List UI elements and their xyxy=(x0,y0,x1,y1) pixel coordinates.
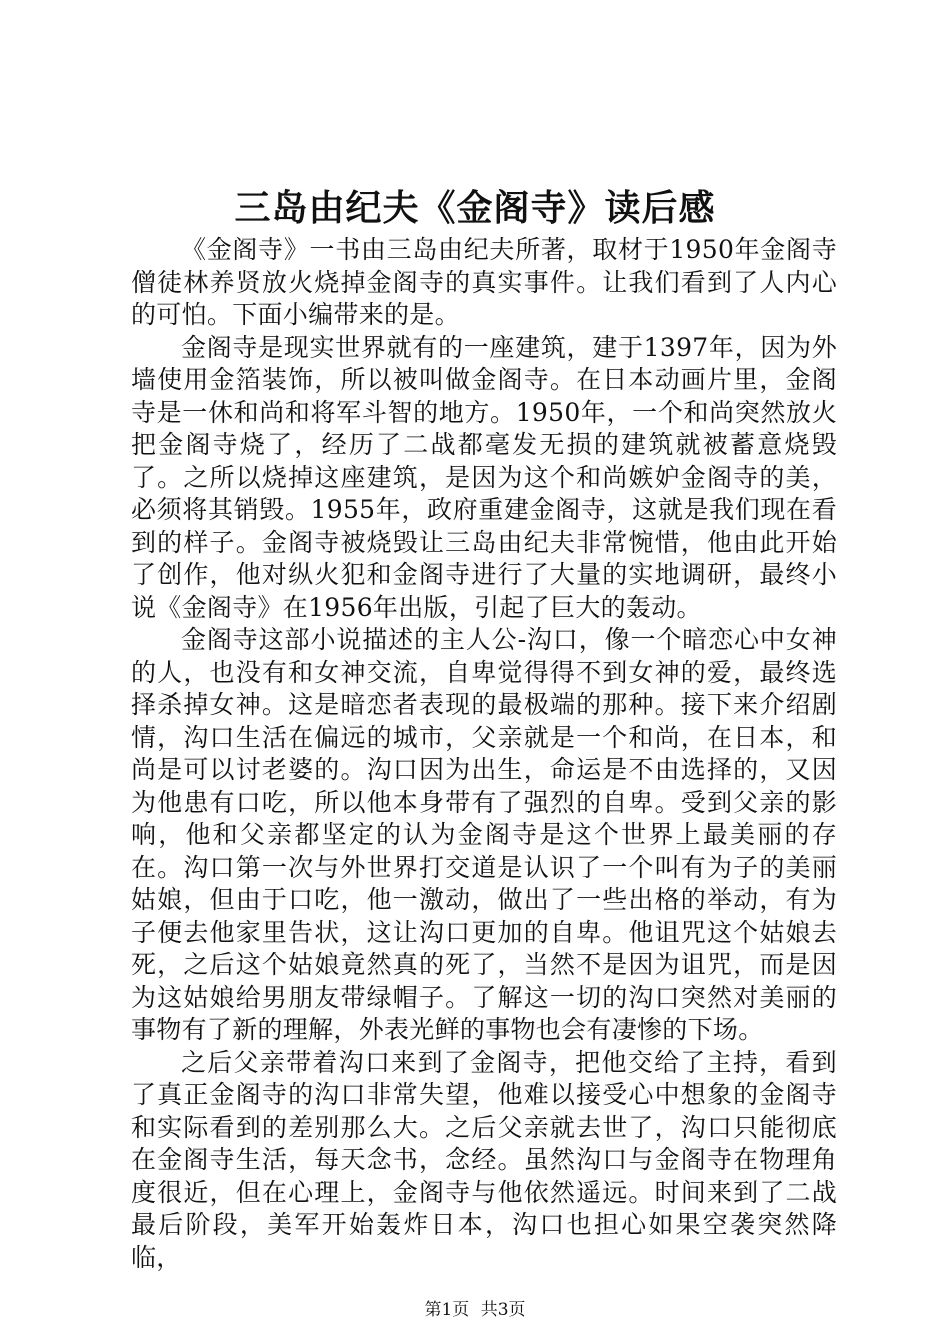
document-body xyxy=(131,234,837,1274)
page-footer xyxy=(0,1298,950,1322)
page-total: 共3页 xyxy=(480,1300,526,1320)
paragraph-2: 金阁寺是现实世界就有的一座建筑，建于1397年，因为外墙使用金箔装饰，所以被叫做金阁寺。在日本动画片里，金阁寺是一休和尚和将军斗智的地方。1950年，一个和尚突然放火把金阁寺烧了，经历了二战都毫发无损的建筑就被蓄意烧毁了。之所以烧掉这座建筑，是因为这个和尚嫉妒金阁寺的美，必须将其销毁。1955年，政府重建金阁寺，这就是我们现在看到的样子。金阁寺被烧毁让三岛由纪夫非常惋惜，他由此开始了创作，他对纵火犯和金阁寺进行了大量的实地调研，最终小说《金阁寺》在1956年出版，引起了巨大的轰动。 xyxy=(131,332,837,622)
document-title: 三岛由纪夫《金阁寺》读后感 xyxy=(234,187,716,229)
page-number: 第1页 xyxy=(424,1300,470,1320)
paragraph-3: 金阁寺这部小说描述的主人公-沟口，像一个暗恋心中女神的人，也没有和女神交流，自卑觉得得不到女神的爱，最终选择杀掉女神。这是暗恋者表现的最极端的那种。接下来介绍剧情，沟口生活在偏远的城市，父亲就是一个和尚，在日本，和尚是可以讨老婆的。沟口因为出生，命运是不由选择的，又因为他患有口吃，所以他本身带有了强烈的自卑。受到父亲的影响，他和父亲都坚定的认为金阁寺是这个世界上最美丽的存在。沟口第一次与外世界打交道是认识了一个叫有为子的美丽姑娘，但由于口吃，他一激动，做出了一些出格的举动，有为子便去他家里告状，这让沟口更加的自卑。他诅咒这个姑娘去死，之后这个姑娘竟然真的死了，当然不是因为诅咒，而是因为这姑娘给男朋友带绿帽子。了解这一切的沟口突然对美丽的事物有了新的理解，外表光鲜的事物也会有凄惨的下场。 xyxy=(131,625,837,1044)
paragraph-1: 《金阁寺》一书由三岛由纪夫所著，取材于1950年金阁寺僧徒林养贤放火烧掉金阁寺的真实事件。让我们看到了人内心的可怕。下面小编带来的是。 xyxy=(131,235,837,329)
paragraph-4: 之后父亲带着沟口来到了金阁寺，把他交给了主持，看到了真正金阁寺的沟口非常失望，他难以接受心中想象的金阁寺和实际看到的差别那么大。之后父亲就去世了，沟口只能彻底在金阁寺生活，每天念书，念经。虽然沟口与金阁寺在物理角度很近，但在心理上，金阁寺与他依然遥远。时间来到了二战最后阶段，美军开始轰炸日本，沟口也担心如果空袭突然降临， xyxy=(131,1047,837,1272)
